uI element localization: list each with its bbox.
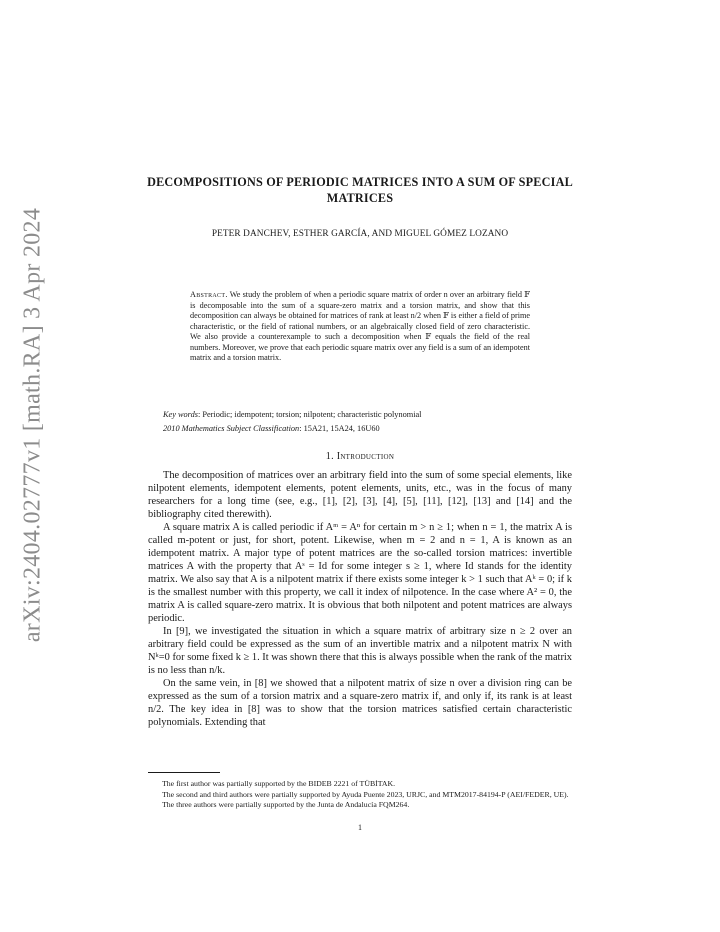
msc-text: 15A21, 15A24, 16U60 [303, 424, 380, 433]
paragraph: On the same vein, in [8] we showed that a nilpotent matrix of size n over a division ring can be expressed as the sum of a torsion matrix and a square-zero matrix if, and only if, its rank is at least n/2. The key idea in [8] was to show that the torsion matrices satisfied certain characteristic polynomials. Extending that [148, 678, 572, 728]
msc-label: 2010 Mathematics Subject Classification [163, 424, 300, 433]
arxiv-id-text: arXiv:2404.02777v1 [math.RA] 3 Apr 2024 [19, 207, 46, 643]
footnote-divider [148, 772, 220, 773]
paper-authors: PETER DANCHEV, ESTHER GARCÍA, AND MIGUEL GÓMEZ LOZANO [211, 229, 509, 239]
paragraph: The decomposition of matrices over an arbitrary field into the sum of some special elements, like nilpotent elements, idempotent elements, potent elements, units, etc., was in the focus of many researchers for a long time (see, e.g., [1], [2], [3], [4], [5], [11], [12], [13] and [14] and the bibliography cited therewith). [148, 470, 572, 520]
keywords-line: Key words: Periodic; idempotent; torsion; nilpotent; characteristic polynomial [163, 410, 422, 419]
page-number: 1 [358, 823, 362, 832]
footnote: The first author was partially supported by the BIDEB 2221 of TÜBİTAK. [162, 779, 396, 788]
footnotes [148, 779, 572, 811]
arxiv-identifier-stamp [8, 200, 58, 650]
paragraph: In [9], we investigated the situation in which a square matrix of arbitrary size n ≥ 2 over an arbitrary field could be expressed as the sum of an invertible matrix and a nilpotent matrix N with Nᵏ=0 for some fixed k ≥ 1. It was shown there that this is always possible when the rank of the matrix is no less than n/k. [148, 626, 572, 676]
keywords-label: Key words [163, 410, 198, 419]
keywords-text: Periodic; idempotent; torsion; nilpotent; characteristic polynomial [202, 410, 422, 419]
footnote: The second and third authors were partially supported by Ayuda Puente 2023, URJC, and MTM2017-84194-P (AEI/FEDER, UE). [162, 789, 569, 799]
abstract-label: Abstract. [190, 290, 228, 299]
abstract [190, 290, 530, 364]
section-heading: 1. Introduction [325, 451, 395, 462]
msc-line: 2010 Mathematics Subject Classification: 15A21, 15A24, 16U60 [163, 424, 380, 433]
footnote: The three authors were partially supported by the Junta de Andalucía FQM264. [162, 800, 410, 809]
introduction-body [148, 469, 572, 729]
paragraph: A square matrix A is called periodic if Aᵐ = Aⁿ for certain m > n ≥ 1; when n = 1, the matrix A is called m-potent or just, for short, potent. Likewise, when m = 2 and n = 1, A is known as an idempotent matrix. A major type of potent matrices are the so-called torsion matrices: invertible matrices A with the property that Aˢ = Id for some integer s ≥ 1, where Id stands for the identity matrix. We also say that A is a nilpotent matrix if there exists some integer k > 1 such that Aᵏ = 0; if k is the smallest number with this property, we call it index of nilpotence. In the case where A² = 0, the matrix A is called square-zero matrix. It is obvious that both nilpotent and potent matrices are always periodic. [148, 522, 572, 624]
paper-title: DECOMPOSITIONS OF PERIODIC MATRICES INTO A SUM OF SPECIAL MATRICES [147, 175, 573, 205]
abstract-text: We study the problem of when a periodic square matrix of order n over an arbitrary field 𝔽 is decomposable into the sum of a square-zero matrix and a torsion matrix, and show that this decomposition can always be obtained for matrices of rank at least n/2 when 𝔽 is either a field of prime characteristic, or the field of rational numbers, or an algebraically closed field of zero characteristic. We also provide a counterexample to such a decomposition when 𝔽 equals the field of the real numbers. Moreover, we prove that each periodic square matrix over any field is a sum of an idempotent matrix and a torsion matrix. [190, 290, 530, 362]
